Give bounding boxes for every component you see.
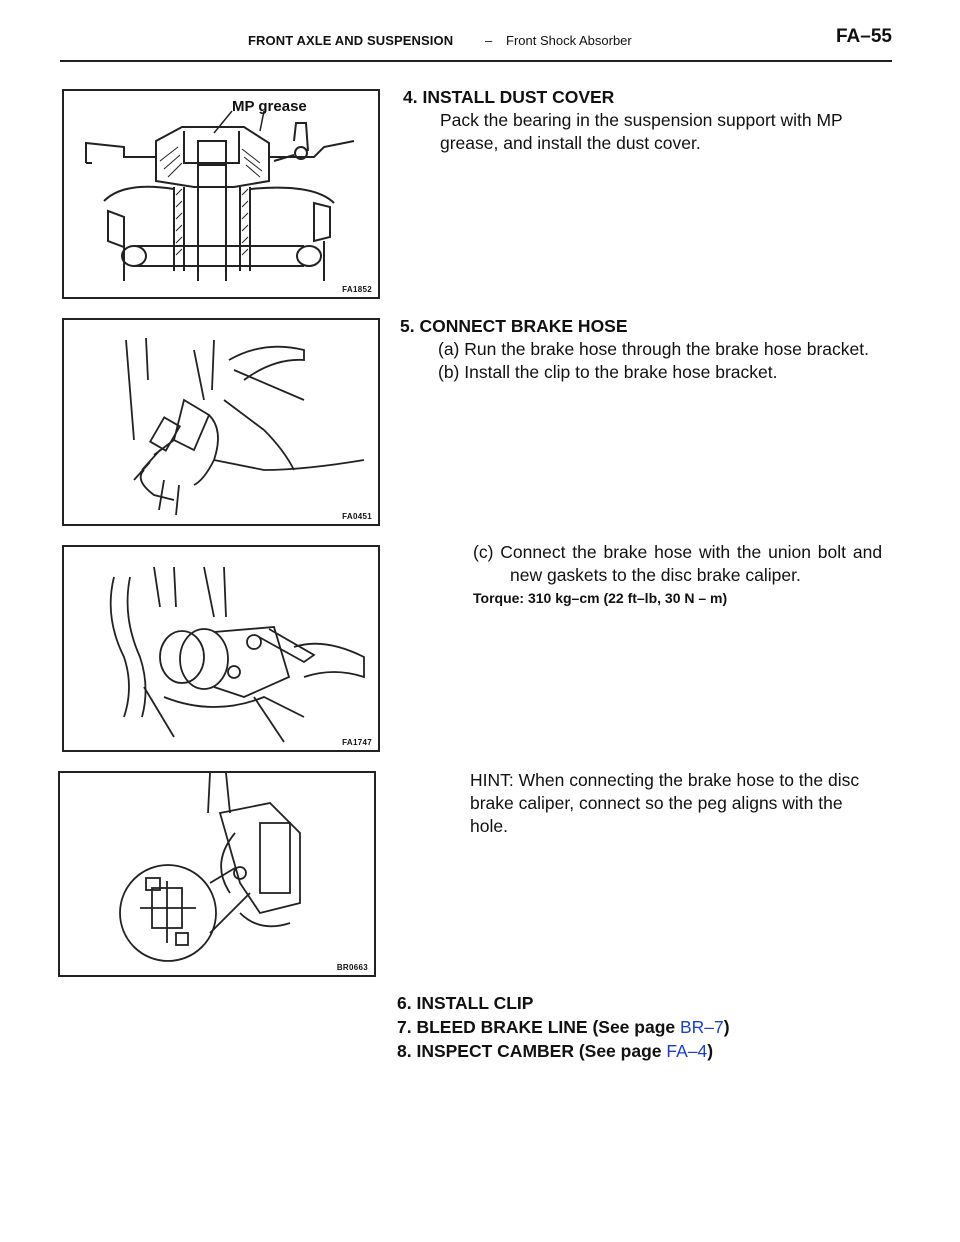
hint-line2: brake caliper, connect so the peg aligns with the (470, 793, 843, 813)
step-5-b: (b) Install the clip to the brake hose bracket. (438, 362, 778, 382)
step-8-close: ) (707, 1041, 714, 1061)
step-4-body-line1: Pack the bearing in the suspension support with MP (440, 110, 843, 130)
link-fa-4[interactable]: FA–4 (666, 1041, 708, 1061)
brake-hose-illustration (64, 320, 378, 524)
dust-cover-illustration (64, 91, 378, 297)
header-separator: – (485, 33, 493, 48)
header-subsection-title: Front Shock Absorber (506, 33, 632, 48)
figure-code: FA1747 (342, 738, 372, 747)
figure-code: FA0451 (342, 512, 372, 521)
torque-spec: Torque: 310 kg–cm (22 ft–lb, 30 N – m) (473, 590, 728, 606)
step-5-c-line1: (c) Connect the brake hose with the union bolt and (473, 542, 883, 562)
header-rule (60, 60, 892, 62)
mp-grease-callout: MP grease (232, 98, 307, 115)
step-8-line (397, 1040, 713, 1063)
step-5-a: (a) Run the brake hose through the brake hose bracket. (438, 339, 869, 359)
figure-brake-hose-bracket (62, 318, 380, 526)
step-7-title: 7. BLEED BRAKE LINE (See page (397, 1017, 680, 1037)
step-7-line (397, 1016, 730, 1039)
step-6-title: 6. INSTALL CLIP (397, 993, 534, 1013)
step-4-title: 4. INSTALL DUST COVER (403, 87, 615, 107)
figure-code: FA1852 (342, 285, 372, 294)
step-7-close: ) (723, 1017, 730, 1037)
figure-union-bolt (62, 545, 380, 752)
figure-dust-cover (62, 89, 380, 299)
hint-line3: hole. (470, 816, 508, 836)
step-5-title: 5. CONNECT BRAKE HOSE (400, 316, 628, 336)
hint-line1: HINT: When connecting the brake hose to the disc (470, 770, 860, 790)
step-5-c-line2: new gaskets to the disc brake caliper. (510, 565, 801, 585)
figure-code: BR0663 (336, 963, 368, 972)
union-bolt-illustration (64, 547, 378, 750)
figure-peg-alignment (58, 771, 376, 977)
peg-alignment-illustration (60, 773, 374, 975)
page-number: FA–55 (836, 26, 892, 47)
link-br-7[interactable]: BR–7 (679, 1017, 724, 1037)
step-8-title: 8. INSPECT CAMBER (See page (397, 1041, 667, 1061)
header-section-title: FRONT AXLE AND SUSPENSION (248, 33, 454, 48)
step-4-body-line2: grease, and install the dust cover. (440, 133, 701, 153)
